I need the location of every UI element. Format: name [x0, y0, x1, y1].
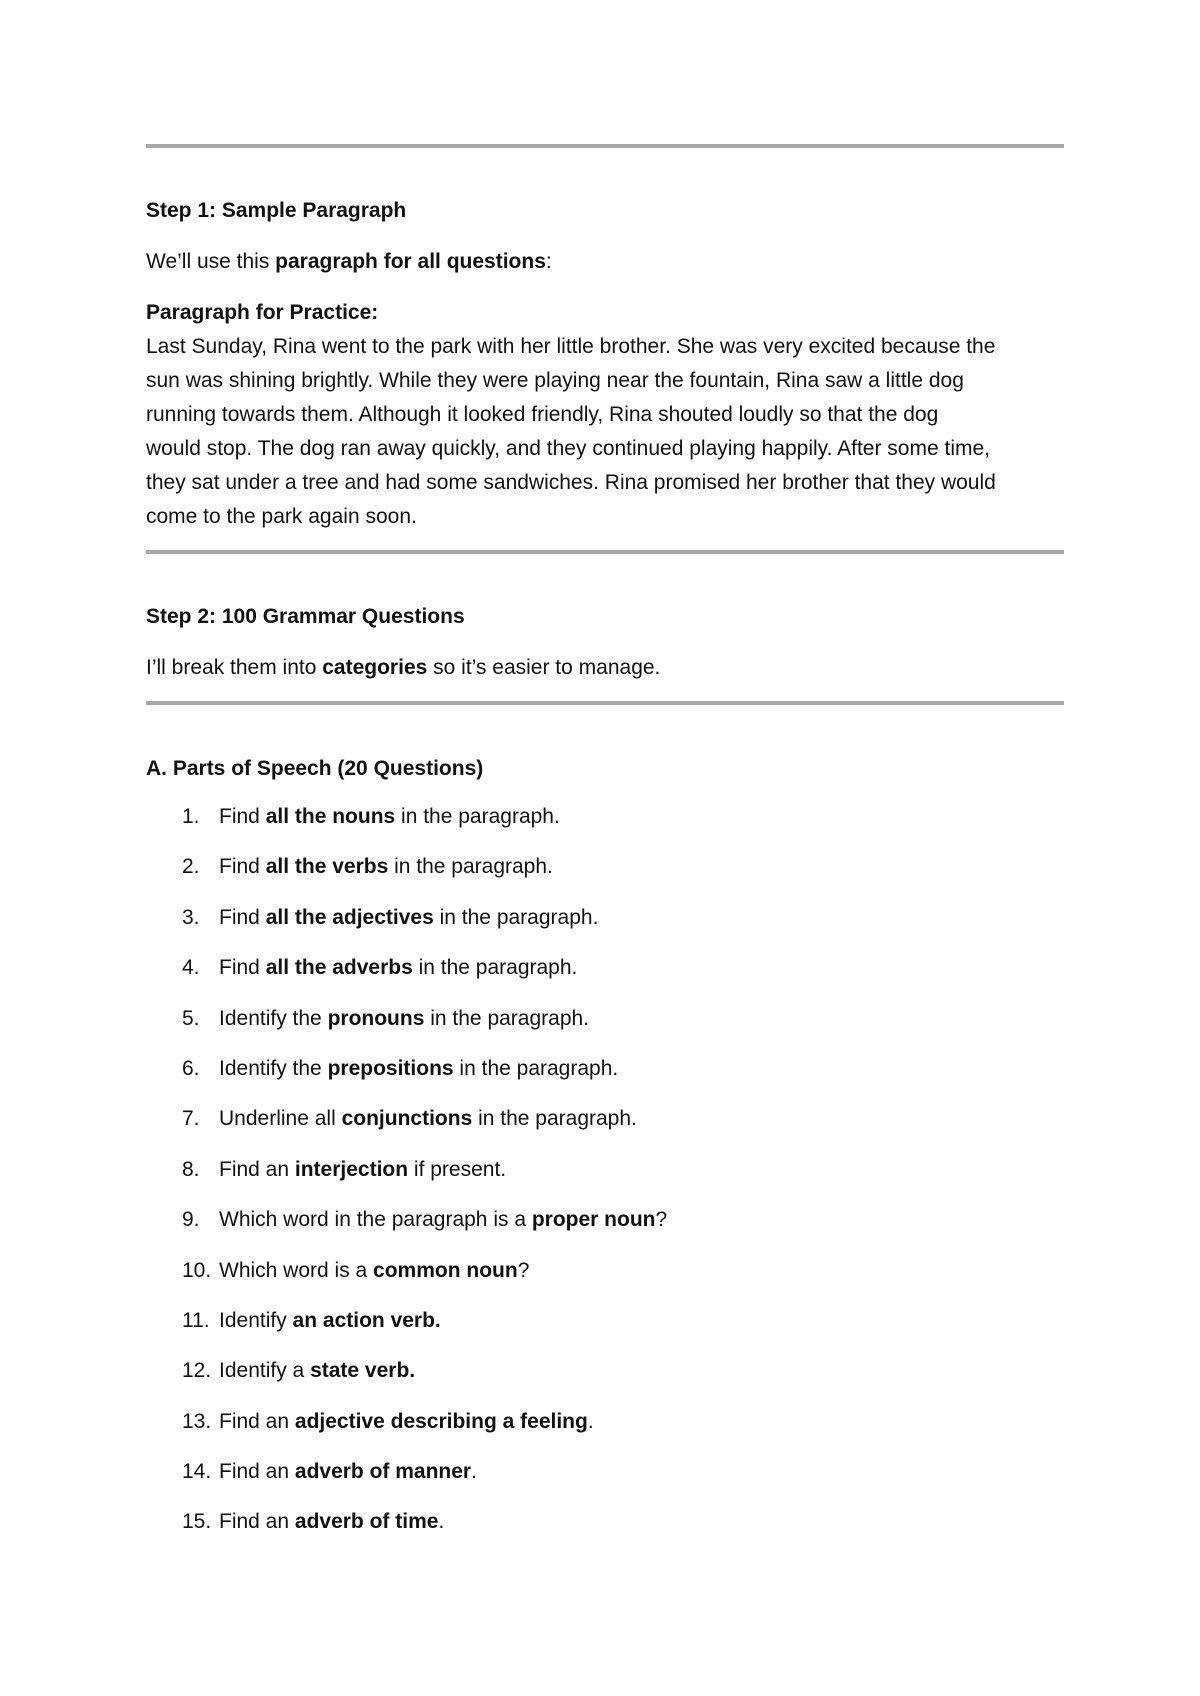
question-text: Identify	[219, 1308, 293, 1332]
list-item	[146, 1505, 1064, 1555]
list-item	[146, 1405, 1064, 1455]
list-item	[146, 850, 1064, 900]
question-text-end: ?	[517, 1258, 530, 1282]
horizontal-rule	[146, 144, 1064, 148]
question-bold: proper noun	[531, 1208, 656, 1232]
list-item	[146, 1203, 1064, 1253]
question-number: 12.	[182, 1359, 212, 1383]
list-item	[146, 1354, 1064, 1404]
list-item	[146, 1002, 1064, 1052]
paragraph-line: running towards them. Although it looked friendly, Rina shouted loudly so that the dog	[146, 403, 939, 426]
question-number: 10.	[182, 1258, 212, 1282]
paragraph-line: Last Sunday, Rina went to the park with her little brother. She was very excited because the	[146, 335, 996, 358]
question-text: Find an	[219, 1460, 295, 1484]
question-text-end: if present.	[408, 1157, 507, 1181]
list-item	[146, 1254, 1064, 1304]
question-bold: an action verb.	[292, 1308, 441, 1332]
question-text-end: in the paragraph.	[395, 805, 560, 828]
intro-text-end: so it’s easier to manage.	[427, 656, 661, 679]
question-text: Find	[219, 805, 266, 828]
question-bold: all the nouns	[265, 805, 396, 828]
list-item	[146, 1153, 1064, 1203]
question-text: Find	[219, 905, 266, 929]
list-item	[146, 951, 1064, 1001]
list-item	[146, 1455, 1064, 1505]
question-bold: pronouns	[327, 1006, 425, 1030]
paragraph-line: they sat under a tree and had some sandwiches. Rina promised her brother that they would	[146, 471, 996, 494]
document-page	[146, 0, 1064, 1696]
question-bold: all the verbs	[265, 855, 389, 879]
question-text-end: .	[471, 1460, 477, 1484]
question-bold: all the adjectives	[265, 905, 434, 929]
question-text-end: in the paragraph.	[388, 855, 553, 879]
intro-text: We’ll use this	[146, 250, 276, 273]
question-number: 6.	[182, 1056, 200, 1080]
question-bold: adverb of manner	[294, 1460, 472, 1484]
step2-heading: Step 2: 100 Grammar Questions	[146, 605, 465, 628]
paragraph-line: would stop. The dog ran away quickly, and they continued playing happily. After some time,	[146, 437, 990, 460]
question-bold: interjection	[294, 1157, 409, 1181]
question-number: 14.	[182, 1460, 212, 1484]
step1-intro	[146, 245, 1064, 279]
question-text-end: in the paragraph.	[424, 1006, 590, 1030]
question-bold: adverb of time	[294, 1510, 439, 1534]
question-text-end: in the paragraph.	[453, 1056, 619, 1080]
question-text: Find an	[219, 1409, 295, 1433]
intro-text: I’ll break them into	[146, 656, 323, 679]
question-number: 7.	[182, 1107, 200, 1131]
list-item	[146, 1304, 1064, 1354]
practice-paragraph	[146, 330, 1064, 534]
intro-bold-text: categories	[322, 656, 428, 679]
question-text: Find an	[219, 1157, 295, 1181]
question-bold: adjective describing a feeling	[294, 1409, 588, 1433]
question-number: 13.	[182, 1409, 212, 1433]
intro-text-end: :	[545, 250, 552, 273]
step2-intro	[146, 651, 1064, 685]
question-text-end: .	[438, 1510, 445, 1534]
question-number: 5.	[182, 1006, 200, 1030]
question-text-end: ?	[655, 1208, 668, 1232]
question-text: Find	[219, 855, 266, 879]
question-list	[146, 800, 1064, 1556]
step1-heading: Step 1: Sample Paragraph	[146, 199, 407, 222]
question-number: 9.	[182, 1208, 200, 1232]
question-number: 11.	[182, 1308, 210, 1332]
question-text: Which word is a	[219, 1258, 374, 1282]
question-text: Find an	[219, 1510, 295, 1534]
section-a-heading: A. Parts of Speech (20 Questions)	[146, 757, 484, 780]
intro-bold-text: paragraph for all questions	[275, 250, 546, 273]
question-text: Identify the	[219, 1006, 328, 1030]
question-number: 1.	[182, 805, 200, 828]
question-text: Find	[219, 956, 266, 980]
question-bold: conjunctions	[341, 1107, 473, 1131]
list-item	[146, 800, 1064, 850]
question-text-end: in the paragraph.	[472, 1107, 637, 1131]
question-bold: prepositions	[327, 1056, 454, 1080]
question-text-end: in the paragraph.	[433, 905, 599, 929]
horizontal-rule	[146, 701, 1064, 705]
practice-label: Paragraph for Practice:	[146, 301, 379, 324]
paragraph-line: come to the park again soon.	[146, 505, 417, 528]
question-number: 3.	[182, 905, 200, 929]
paragraph-line: sun was shining brightly. While they were playing near the fountain, Rina saw a little dog	[146, 369, 964, 392]
question-bold: all the adverbs	[265, 956, 413, 980]
list-item	[146, 1102, 1064, 1152]
question-text-end: in the paragraph.	[412, 956, 578, 980]
question-bold: common noun	[373, 1258, 518, 1282]
question-number: 2.	[182, 855, 200, 879]
question-text: Underline all	[219, 1107, 342, 1131]
question-text: Identify the	[219, 1056, 328, 1080]
question-bold: state verb.	[310, 1359, 416, 1383]
question-text: Which word in the paragraph is a	[219, 1208, 532, 1232]
question-number: 4.	[182, 956, 200, 980]
question-text: Identify a	[219, 1359, 311, 1383]
horizontal-rule	[146, 550, 1064, 554]
list-item	[146, 901, 1064, 951]
list-item	[146, 1052, 1064, 1102]
question-number: 8.	[182, 1157, 200, 1181]
question-number: 15.	[182, 1510, 212, 1534]
question-text-end: .	[587, 1409, 594, 1433]
